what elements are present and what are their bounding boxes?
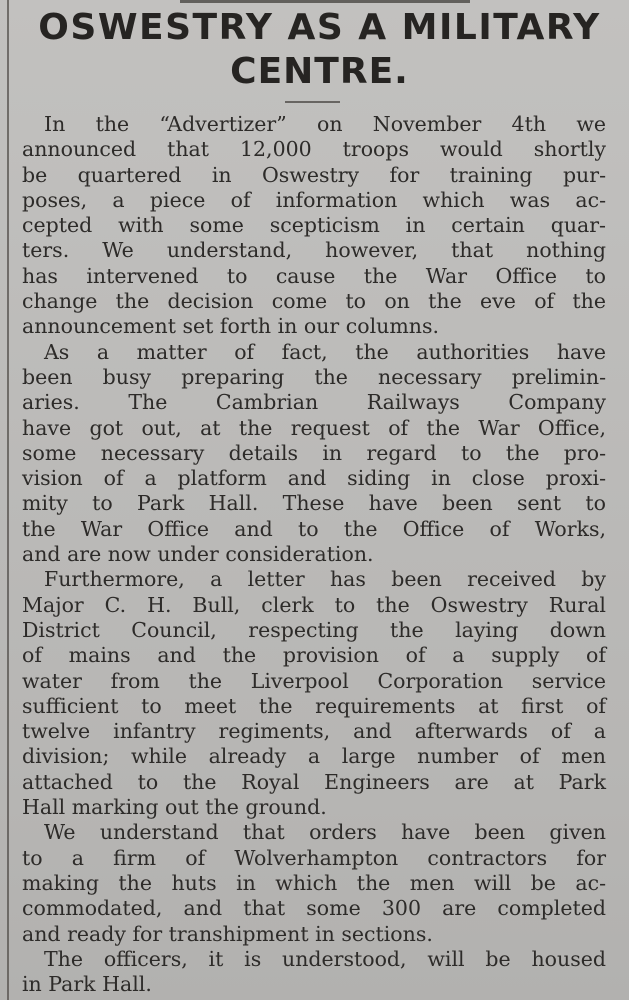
article-line: announced that 12,000 troops would shortly (22, 137, 606, 162)
headline-line-1: OSWESTRY AS A MILITARY (38, 7, 601, 48)
article-line: Hall marking out the ground. (22, 795, 327, 820)
article-line: the War Office and to the Office of Works, (22, 516, 606, 541)
article-line: As a matter of fact, the authorities have (44, 339, 606, 364)
article-line: some necessary details in regard to the pro- (22, 440, 606, 465)
article-line: cepted with some scepticism in certain quar- (22, 213, 606, 238)
article-line: The officers, it is understood, will be housed (44, 946, 606, 971)
article-line: change the decision come to on the eve of the (22, 289, 606, 314)
article-line: commodated, and that some 300 are completed (22, 896, 606, 921)
article-line: ters. We understand, however, that nothing (22, 238, 606, 263)
article-line: mity to Park Hall. These have been sent to (22, 491, 606, 516)
article-line: poses, a piece of information which was ac- (22, 187, 606, 212)
article-line: In the “Advertizer” on November 4th we (44, 112, 606, 136)
article-line: District Council, respecting the laying down (22, 617, 606, 642)
article-line: of mains and the provision of a supply of (22, 643, 606, 668)
article-line: attached to the Royal Engineers are at Park (22, 769, 606, 794)
article-line: vision of a platform and siding in close proxi- (22, 466, 606, 491)
article-line: and are now under consideration. (22, 542, 374, 567)
article-line: sufficient to meet the requirements at first of (22, 693, 606, 718)
article-line: have got out, at the request of the War Office, (22, 415, 606, 440)
article-line: announcement set forth in our columns. (22, 314, 440, 339)
top-rule (180, 0, 470, 3)
article-line: Furthermore, a letter has been received by (44, 567, 606, 592)
column-rule (7, 0, 9, 1000)
article-line: We understand that orders have been given (44, 820, 606, 845)
article-line: twelve infantry regiments, and afterwards of a (22, 719, 606, 744)
article-line: be quartered in Oswestry for training pur- (22, 162, 606, 187)
article-line: been busy preparing the necessary prelimin- (22, 364, 606, 389)
article-line: has intervened to cause the War Office to (22, 263, 606, 288)
article-line: water from the Liverpool Corporation service (22, 668, 606, 693)
article-line: Major C. H. Bull, clerk to the Oswestry Rural (22, 592, 606, 617)
article-line: and ready for transhipment in sections. (22, 921, 433, 946)
article-body (22, 112, 606, 997)
headline-line-2: CENTRE. (230, 51, 409, 92)
article-line: in Park Hall. (22, 972, 152, 997)
article-line: to a firm of Wolverhampton contractors for (22, 845, 606, 870)
headline-divider (285, 101, 340, 103)
article-line: making the huts in which the men will be ac- (22, 870, 606, 895)
article-line: division; while already a large number of men (22, 744, 606, 769)
article-line: aries. The Cambrian Railways Company (22, 390, 606, 415)
